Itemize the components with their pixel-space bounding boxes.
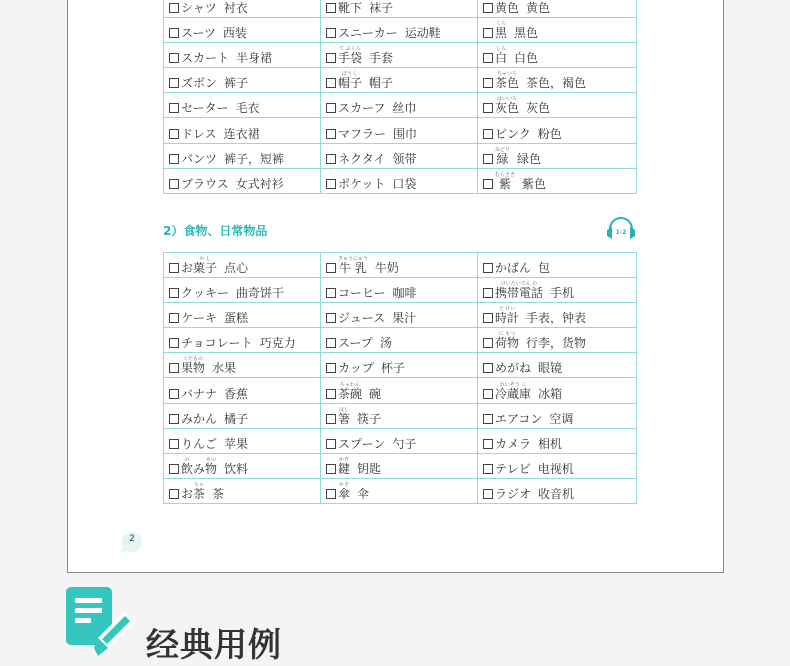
ruby-word: [193, 482, 205, 501]
ruby-word: [495, 172, 515, 191]
ruby-word: [338, 407, 350, 426]
vocab-cell: [478, 328, 637, 353]
vocab-text: 钥匙: [357, 461, 382, 476]
vocab-row: [164, 403, 637, 428]
vocab-cell: [321, 453, 478, 478]
furigana: はいいろ: [497, 96, 518, 103]
checkbox[interactable]: [326, 288, 336, 298]
vocab-text: 伞: [357, 486, 370, 501]
vocab-cell: [321, 378, 478, 403]
checkbox[interactable]: [169, 129, 179, 139]
vocab-text: ドレス: [181, 126, 217, 141]
checkbox[interactable]: [169, 414, 179, 424]
vocab-word: 鍵: [338, 461, 351, 476]
vocab-text: クッキー: [181, 286, 230, 301]
furigana: むらさき: [495, 171, 516, 178]
vocab-text: カップ: [338, 361, 374, 376]
vocab-cell: [164, 143, 321, 168]
vocab-text: スカート: [181, 51, 230, 66]
checkbox[interactable]: [483, 288, 493, 298]
checkbox[interactable]: [483, 154, 493, 164]
ruby-word: [181, 356, 205, 375]
page-number: 2: [129, 534, 135, 544]
vocab-text: 茶: [212, 486, 225, 501]
vocab-word: 箸: [338, 411, 351, 426]
checkbox[interactable]: [326, 363, 336, 373]
vocab-text: りんご: [181, 436, 218, 451]
checkbox[interactable]: [326, 3, 336, 13]
vocab-cell: [164, 93, 321, 118]
checkbox[interactable]: [483, 53, 493, 63]
vocab-text: 帽子: [369, 76, 394, 91]
vocab-cell: [478, 403, 637, 428]
vocab-cell: [321, 478, 478, 503]
vocab-text: 包: [538, 261, 551, 276]
vocab-cell: [321, 253, 478, 278]
vocab-word: 紫: [499, 176, 512, 191]
checkbox[interactable]: [483, 28, 493, 38]
checkbox[interactable]: [169, 103, 179, 113]
ruby-word: [495, 71, 519, 90]
furigana: に もつ: [498, 331, 516, 338]
ruby-word: [338, 71, 362, 90]
food-vocab-table: [163, 252, 637, 504]
vocab-row: [164, 478, 637, 503]
vocab-text: 空调: [549, 411, 574, 426]
vocab-text: ピンク: [495, 126, 531, 141]
checkbox[interactable]: [326, 103, 336, 113]
ruby-word: [495, 306, 519, 325]
vocab-text: 袜子: [369, 1, 394, 16]
vocab-text: 运动鞋: [404, 26, 441, 41]
ruby-word: [181, 457, 193, 476]
vocab-cell: [164, 353, 321, 378]
vocab-text: 杯子: [380, 361, 405, 376]
vocab-text: お: [181, 261, 194, 276]
vocab-text: 手套: [369, 51, 394, 66]
vocab-text: ネクタイ: [338, 151, 386, 166]
vocab-row: [164, 18, 637, 43]
checkbox[interactable]: [326, 78, 336, 88]
vocab-word: 飲: [181, 461, 194, 476]
ruby-word: [495, 331, 519, 350]
checkbox[interactable]: [483, 78, 493, 88]
vocab-cell: [164, 428, 321, 453]
vocab-cell: [321, 143, 478, 168]
vocab-text: 相机: [538, 436, 563, 451]
checkbox[interactable]: [169, 288, 179, 298]
vocab-row: [164, 353, 637, 378]
ruby-word: [338, 457, 350, 476]
vocab-text: 裤子，短裤: [224, 151, 285, 166]
furigana: しろ: [496, 46, 507, 53]
vocab-text: パンツ: [181, 151, 218, 166]
vocab-cell: [321, 278, 478, 303]
ruby-word: [205, 457, 217, 476]
checkbox[interactable]: [483, 414, 493, 424]
vocab-row: [164, 0, 637, 18]
vocab-row: [164, 118, 637, 143]
vocab-word: 帽子: [338, 76, 363, 91]
vocab-text: 点心: [224, 261, 249, 276]
checkbox[interactable]: [483, 439, 493, 449]
vocab-text: 汤: [379, 336, 392, 351]
vocab-text: 筷子: [357, 411, 382, 426]
vocab-text: カメラ: [495, 436, 532, 451]
vocab-text: 衬衣: [223, 1, 248, 16]
vocab-text: スープ: [338, 336, 373, 351]
vocab-text: めがね: [495, 361, 532, 376]
checkbox[interactable]: [483, 263, 493, 273]
vocab-row: [164, 378, 637, 403]
vocab-row: [164, 278, 637, 303]
vocab-cell: [478, 143, 637, 168]
vocab-text: 黑色: [514, 26, 539, 41]
vocab-text: ポケット: [338, 176, 386, 191]
ruby-word: [495, 281, 543, 300]
vocab-cell: [321, 68, 478, 93]
checkbox[interactable]: [326, 414, 336, 424]
vocab-text: 收音机: [538, 486, 575, 501]
vocab-cell: [478, 453, 637, 478]
vocab-cell: [164, 278, 321, 303]
checkbox[interactable]: [169, 53, 179, 63]
checkbox[interactable]: [326, 263, 336, 273]
vocab-row: [164, 168, 637, 193]
checkbox[interactable]: [169, 338, 179, 348]
vocab-cell: [478, 428, 637, 453]
vocab-text: かばん: [495, 261, 532, 276]
vocab-cell: [478, 168, 637, 193]
page-number-badge: [118, 530, 144, 554]
vocab-word: 茶碗: [338, 386, 363, 401]
vocab-text: 电视机: [537, 461, 574, 476]
checkbox[interactable]: [483, 489, 493, 499]
vocab-word: 物: [205, 461, 218, 476]
vocab-text: 女式衬衫: [235, 176, 284, 191]
checkbox[interactable]: [483, 179, 493, 189]
checkbox[interactable]: [326, 53, 336, 63]
vocab-word: 荷物: [495, 336, 520, 351]
checkbox[interactable]: [326, 489, 336, 499]
checkbox[interactable]: [483, 338, 493, 348]
furigana: もの: [206, 456, 217, 463]
vocab-cell: [164, 328, 321, 353]
vocab-cell: [478, 43, 637, 68]
furigana: ちゃいろ: [497, 71, 518, 78]
vocab-cell: [164, 253, 321, 278]
clothing-vocab-table: [163, 0, 637, 194]
furigana: みどり: [495, 146, 511, 153]
vocab-cell: [164, 453, 321, 478]
vocab-text: 裤子: [224, 76, 249, 91]
vocab-text: チョコレート: [181, 336, 253, 351]
checkbox[interactable]: [169, 28, 179, 38]
vocab-text: 靴下: [338, 1, 363, 16]
vocab-cell: [321, 403, 478, 428]
vocab-cell: [321, 0, 478, 18]
furigana: かさ: [339, 481, 350, 488]
vocab-text: スプーン: [338, 436, 386, 451]
vocab-word: 白: [495, 51, 508, 66]
ruby-word: [338, 256, 368, 275]
vocab-cell: [478, 18, 637, 43]
vocab-cell: [321, 93, 478, 118]
vocab-text: エアコン: [495, 411, 543, 426]
vocab-row: [164, 253, 637, 278]
checkbox[interactable]: [326, 154, 336, 164]
checkbox[interactable]: [169, 78, 179, 88]
vocab-cell: [478, 303, 637, 328]
furigana: くだもの: [183, 356, 204, 363]
vocab-cell: [321, 303, 478, 328]
checkbox[interactable]: [169, 154, 179, 164]
vocab-word: 灰色: [495, 101, 520, 116]
vocab-row: [164, 143, 637, 168]
vocab-word: 緑: [496, 151, 509, 166]
vocab-text: 行李，货物: [526, 336, 587, 351]
vocab-text: 牛奶: [374, 261, 399, 276]
checkbox[interactable]: [169, 263, 179, 273]
vocab-text: 碗: [369, 386, 382, 401]
checkbox[interactable]: [169, 389, 179, 399]
vocab-cell: [478, 278, 637, 303]
ruby-word: [338, 482, 350, 501]
vocab-cell: [478, 353, 637, 378]
vocab-text: 黄色: [526, 1, 551, 16]
vocab-row: [164, 68, 637, 93]
vocab-text: 黄色: [495, 1, 520, 16]
vocab-row: [164, 328, 637, 353]
vocab-cell: [164, 168, 321, 193]
vocab-text: ズボン: [181, 76, 218, 91]
vocab-row: [164, 43, 637, 68]
vocab-word: 果物: [181, 361, 206, 376]
checkbox[interactable]: [169, 489, 179, 499]
furigana: くろ: [496, 21, 507, 28]
vocab-text: お: [181, 486, 194, 501]
vocab-row: [164, 303, 637, 328]
vocab-text: 勺子: [392, 436, 417, 451]
ruby-word: [495, 46, 507, 65]
vocab-row: [164, 428, 637, 453]
vocab-text: 手表，钟表: [526, 311, 587, 326]
checkbox[interactable]: [169, 179, 179, 189]
furigana: ぎゅうにゅう: [338, 256, 368, 263]
checkbox[interactable]: [326, 129, 336, 139]
vocab-word: 牛 乳: [339, 261, 367, 276]
checkbox[interactable]: [169, 313, 179, 323]
vocab-word: 携帯電話: [495, 286, 544, 301]
vocab-text: ラジオ: [495, 486, 532, 501]
vocab-text: 连衣裙: [223, 126, 260, 141]
furigana: の: [184, 456, 190, 463]
checkbox[interactable]: [326, 439, 336, 449]
vocab-text: 灰色: [526, 101, 551, 116]
vocab-cell: [164, 403, 321, 428]
vocab-text: 咖啡: [392, 286, 417, 301]
checkbox[interactable]: [169, 363, 179, 373]
vocab-text: スーツ: [181, 26, 216, 41]
vocab-text: 围巾: [393, 126, 418, 141]
vocab-cell: [478, 68, 637, 93]
checkbox[interactable]: [483, 464, 493, 474]
checkbox[interactable]: [169, 439, 179, 449]
vocab-text: マフラー: [338, 126, 387, 141]
vocab-text: 茶色，褐色: [526, 76, 587, 91]
checkbox[interactable]: [326, 338, 336, 348]
vocab-word: 時計: [495, 311, 520, 326]
vocab-text: テレビ: [495, 461, 531, 476]
vocab-cell: [478, 93, 637, 118]
checkbox[interactable]: [483, 313, 493, 323]
vocab-cell: [164, 68, 321, 93]
vocab-word: 菓子: [193, 261, 218, 276]
vocab-text: スニーカー: [338, 26, 398, 41]
ruby-word: [495, 147, 510, 166]
vocab-word: 茶: [193, 486, 206, 501]
vocab-cell: [321, 118, 478, 143]
vocab-text: 果汁: [392, 311, 417, 326]
checkbox[interactable]: [169, 464, 179, 474]
vocab-text: シャツ: [181, 1, 217, 16]
vocab-text: 蛋糕: [224, 311, 249, 326]
vocab-text: 紫色: [522, 176, 547, 191]
furigana: かぎ: [339, 456, 350, 463]
vocab-cell: [164, 118, 321, 143]
ruby-word: [495, 21, 507, 40]
vocab-text: 冰箱: [538, 386, 563, 401]
vocab-text: 毛衣: [235, 101, 260, 116]
ruby-word: [495, 382, 531, 401]
vocab-cell: [321, 328, 478, 353]
vocab-word: 手袋: [338, 51, 363, 66]
checkbox[interactable]: [326, 179, 336, 189]
document-pencil-icon: [62, 584, 138, 662]
vocab-cell: [164, 43, 321, 68]
vocab-text: 眼镜: [538, 361, 563, 376]
vocab-text: ケーキ: [181, 311, 218, 326]
vocab-cell: [478, 0, 637, 18]
vocab-word: 傘: [338, 486, 351, 501]
vocab-text: コーヒー: [338, 286, 386, 301]
vocab-text: スカーフ: [338, 101, 386, 116]
vocab-row: [164, 93, 637, 118]
vocab-cell: [164, 303, 321, 328]
vocab-word: 冷蔵庫: [495, 386, 532, 401]
checkbox[interactable]: [483, 389, 493, 399]
vocab-text: 橘子: [224, 411, 249, 426]
checkbox[interactable]: [326, 313, 336, 323]
checkbox[interactable]: [483, 129, 493, 139]
furigana: れいぞう こ: [499, 381, 527, 388]
checkbox[interactable]: [326, 464, 336, 474]
vocab-text: 绿色: [517, 151, 542, 166]
vocab-cell: [321, 428, 478, 453]
vocab-text: みかん: [181, 411, 218, 426]
vocab-text: 领带: [392, 151, 417, 166]
vocab-cell: [321, 168, 478, 193]
vocab-text: ブラウス: [181, 176, 229, 191]
vocab-cell: [478, 118, 637, 143]
checkbox[interactable]: [326, 28, 336, 38]
vocab-cell: [321, 43, 478, 68]
vocab-text: 香蕉: [224, 386, 249, 401]
vocab-word: 茶色: [495, 76, 520, 91]
checkbox[interactable]: [326, 389, 336, 399]
vocab-text: 丝巾: [392, 101, 417, 116]
vocab-text: み: [193, 461, 206, 476]
vocab-text: 饮料: [224, 461, 249, 476]
vocab-text: セーター: [181, 101, 229, 116]
vocab-cell: [321, 18, 478, 43]
furigana: けいたいでん わ: [500, 281, 538, 288]
checkbox[interactable]: [169, 3, 179, 13]
furigana: ちゃ: [194, 481, 205, 488]
vocab-text: ジュース: [338, 311, 386, 326]
vocab-cell: [164, 378, 321, 403]
audio-track-label: 1-2: [615, 229, 627, 236]
vocab-text: 巧克力: [259, 336, 296, 351]
furigana: て ぶくろ: [339, 46, 361, 53]
vocab-cell: [164, 18, 321, 43]
audio-track-button[interactable]: [606, 216, 636, 242]
vocab-text: 西装: [222, 26, 247, 41]
vocab-text: 半身裙: [236, 51, 273, 66]
vocab-cell: [478, 478, 637, 503]
vocab-text: 曲奇饼干: [236, 286, 285, 301]
furigana: ぼう し: [341, 71, 359, 78]
vocab-text: 水果: [212, 361, 237, 376]
ruby-word: [193, 256, 217, 275]
examples-section-title: 经典用例: [146, 625, 282, 664]
vocab-text: バナナ: [181, 386, 218, 401]
checkbox[interactable]: [483, 103, 493, 113]
ruby-word: [495, 96, 519, 115]
vocab-word: 黒: [495, 26, 508, 41]
vocab-text: 手机: [550, 286, 575, 301]
furigana: か し: [199, 256, 211, 263]
ruby-word: [338, 382, 362, 401]
vocab-cell: [164, 478, 321, 503]
vocab-cell: [478, 253, 637, 278]
vocab-text: 口袋: [392, 176, 417, 191]
vocab-cell: [321, 353, 478, 378]
vocab-cell: [478, 378, 637, 403]
furigana: はし: [339, 406, 350, 413]
vocab-text: 白色: [514, 51, 539, 66]
furigana: と けい: [498, 306, 516, 313]
section-title-food: 2）食物、日常物品: [163, 224, 268, 238]
ruby-word: [338, 46, 362, 65]
vocab-row: [164, 453, 637, 478]
vocab-text: 粉色: [537, 126, 562, 141]
vocab-text: 苹果: [224, 436, 249, 451]
checkbox[interactable]: [483, 363, 493, 373]
vocab-cell: [164, 0, 321, 18]
furigana: ちゃわん: [340, 381, 361, 388]
checkbox[interactable]: [483, 3, 493, 13]
